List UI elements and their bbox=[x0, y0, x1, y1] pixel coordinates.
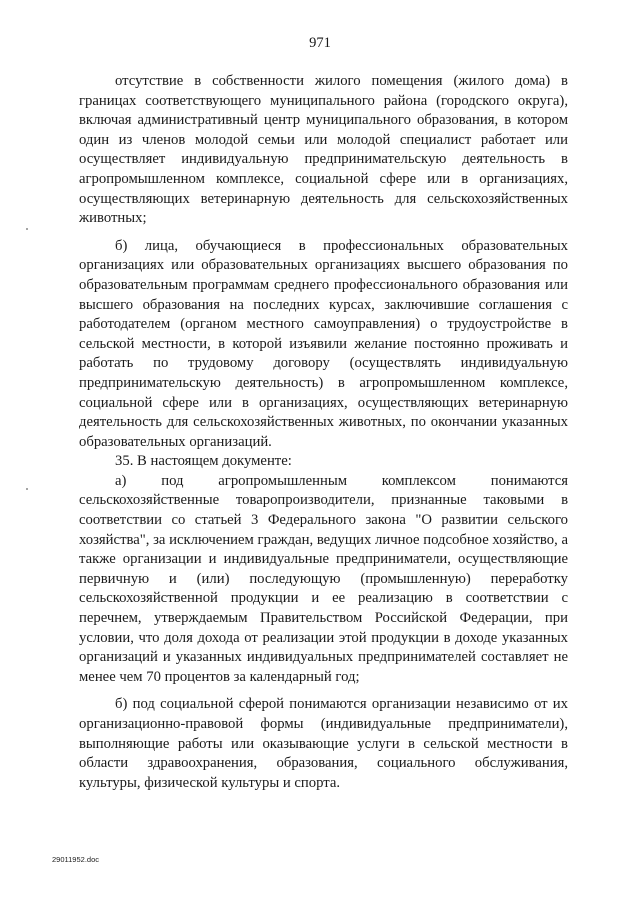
margin-mark bbox=[26, 488, 28, 490]
paragraph-agro-complex: а) под агропромышленным комплексом понимаются сельскохозяйственные товаропроизводители, признанные таковыми в соответствии со статьей 3 Федерального закона "О развитии сельского хозяйства", за исключением граждан, ведущих личное подсобное хозяйство, а также организации и индивидуальные предприниматели, осуществляющие первичную и (или) последующую (промышленную) переработку сельскохозяйственной продукции и ее реализацию в соответствии с перечнем, утверждаемым Правительством Российской Федерации, при условии, что доля дохода от реализации этой продукции в доходе указанных организаций и указанных индивидуальных предпринимателей составляет не менее чем 70 процентов за календарный год; bbox=[79, 472, 568, 685]
margin-mark bbox=[26, 228, 28, 230]
paragraph-section-35: 35. В настоящем документе: bbox=[115, 453, 292, 470]
paragraph-gap bbox=[79, 687, 568, 695]
page-number: 971 bbox=[309, 35, 331, 51]
paragraph-social-sphere: б) под социальной сферой понимаются организации независимо от их организационно-правовой формы (индивидуальные предприниматели), выполняющие работы или оказывающие услуги в сельской местности в области здравоохранения, образования, социального обслуживания, культуры, физической культуры и спорта. bbox=[79, 696, 568, 791]
paragraph-students: б) лица, обучающиеся в профессиональных образовательных организациях или образовательных организациях высшего образования по образовательным программам среднего профессионального образования или высшего образования на последних курсах, заключившие соглашения с работодателем (органом местного самоуправления) о трудоустройстве в сельской местности, в которой изъявили желание постоянно проживать и работать по трудовому договору (осуществлять индивидуальную предпринимательскую деятельность) в агропромышленном комплексе, социальной сфере или в организациях, осуществляющих ветеринарную деятельность для сельскохозяйственных животных, по окончании указанных образовательных организаций. bbox=[79, 237, 568, 450]
paragraph-housing-condition: отсутствие в собственности жилого помещения (жилого дома) в границах соответствующего муниципального района (городского округа), включая административный центр муниципального образования, в котором один из членов молодой семьи или молодой специалист работает или осуществляет индивидуальную предпринимательскую деятельность в агропромышленном комплексе, социальной сфере или в организациях, осуществляющих ветеринарную деятельность для сельскохозяйственных животных; bbox=[79, 73, 568, 227]
paragraph-gap bbox=[79, 229, 568, 237]
document-body bbox=[79, 72, 568, 793]
document-file-id: 29011952.doc bbox=[52, 855, 99, 864]
